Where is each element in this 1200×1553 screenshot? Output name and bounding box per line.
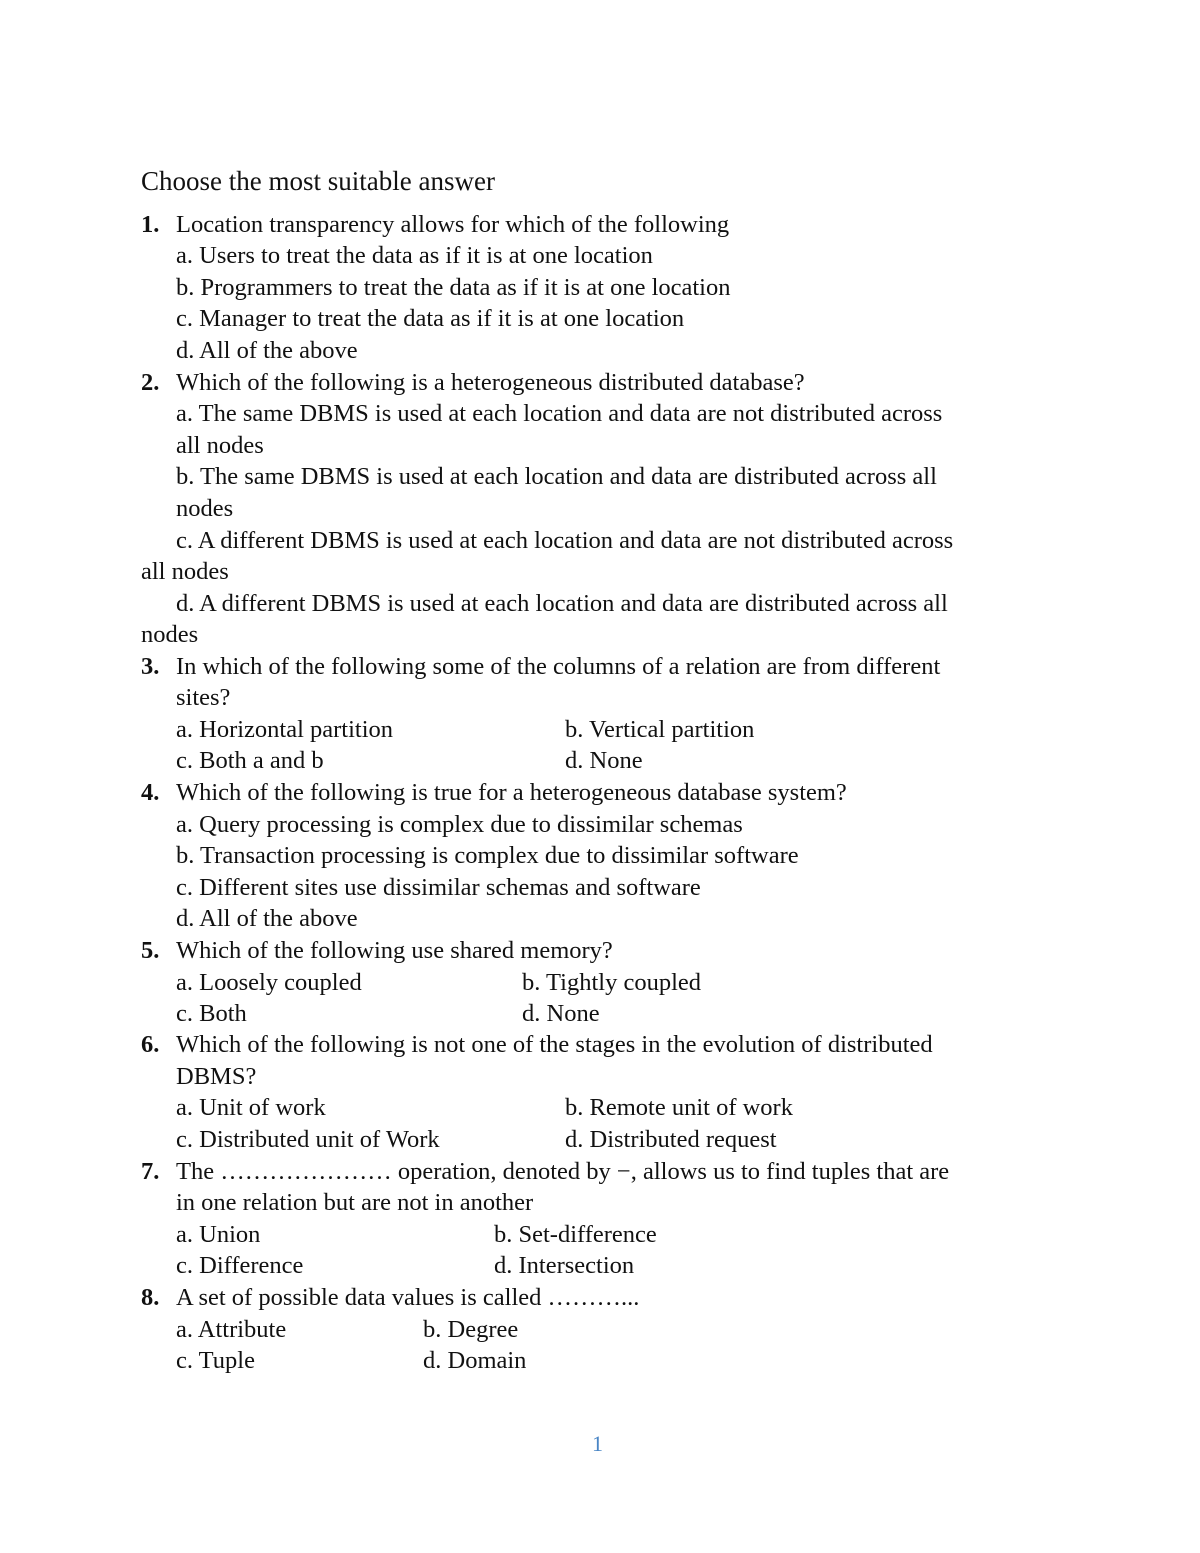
answer-option: c. A different DBMS is used at each location and data are not distributed across (176, 527, 954, 554)
answer-option: b. Transaction processing is complex due to dissimilar software (176, 842, 799, 869)
answer-option: d. All of the above (176, 337, 358, 364)
answer-option: b. Vertical partition (565, 716, 755, 743)
question-stem: The ………………… operation, denoted by −, allows us to find tuples that are (176, 1158, 950, 1185)
answer-option: a. Union (176, 1221, 261, 1248)
answer-option: a. Users to treat the data as if it is at one location (176, 242, 653, 269)
answer-option: c. Tuple (176, 1347, 255, 1374)
answer-option: a. Horizontal partition (176, 716, 394, 743)
answer-option: d. None (565, 747, 643, 774)
question-stem: Which of the following use shared memory? (176, 937, 613, 964)
answer-option: c. Different sites use dissimilar schemas and software (176, 874, 701, 901)
answer-option: a. The same DBMS is used at each location and data are not distributed across (176, 400, 943, 427)
question-stem: A set of possible data values is called ………... (176, 1284, 640, 1311)
question-stem: In which of the following some of the columns of a relation are from different (176, 653, 941, 680)
answer-option-continuation: nodes (141, 621, 199, 648)
answer-option: d. Intersection (494, 1252, 635, 1279)
answer-option: b. The same DBMS is used at each location and data are distributed across all (176, 463, 937, 490)
answer-option: c. Both (176, 1000, 247, 1027)
answer-option: d. Distributed request (565, 1126, 777, 1153)
answer-option: c. Distributed unit of Work (176, 1126, 440, 1153)
question-stem-continuation: sites? (176, 684, 231, 711)
question-number: 3. (141, 653, 160, 680)
answer-option: d. None (522, 1000, 600, 1027)
answer-option-continuation: all nodes (176, 432, 264, 459)
question-stem-continuation: in one relation but are not in another (176, 1189, 534, 1216)
page-number: 1 (592, 1431, 603, 1456)
answer-option: d. All of the above (176, 905, 358, 932)
question-number: 4. (141, 779, 160, 806)
answer-option: c. Difference (176, 1252, 304, 1279)
answer-option-continuation: nodes (176, 495, 234, 522)
answer-option: d. Domain (423, 1347, 527, 1374)
answer-option: c. Manager to treat the data as if it is at one location (176, 305, 685, 332)
answer-option: b. Set-difference (494, 1221, 657, 1248)
answer-option: b. Programmers to treat the data as if it is at one location (176, 274, 731, 301)
answer-option: a. Unit of work (176, 1094, 326, 1121)
question-stem-continuation: DBMS? (176, 1063, 257, 1090)
answer-option: a. Query processing is complex due to dissimilar schemas (176, 811, 743, 838)
answer-option: b. Remote unit of work (565, 1094, 793, 1121)
question-stem: Location transparency allows for which of the following (176, 211, 730, 238)
question-stem: Which of the following is true for a heterogeneous database system? (176, 779, 847, 806)
question-number: 8. (141, 1284, 160, 1311)
answer-option: c. Both a and b (176, 747, 324, 774)
question-number: 1. (141, 211, 160, 238)
answer-option: d. A different DBMS is used at each location and data are distributed across all (176, 590, 948, 617)
answer-option: a. Loosely coupled (176, 969, 362, 996)
question-stem: Which of the following is a heterogeneous distributed database? (176, 369, 805, 396)
question-stem: Which of the following is not one of the stages in the evolution of distributed (176, 1031, 933, 1058)
answer-option: a. Attribute (176, 1316, 287, 1343)
question-number: 5. (141, 937, 160, 964)
answer-option: b. Degree (423, 1316, 519, 1343)
page-heading: Choose the most suitable answer (141, 166, 495, 196)
question-number: 7. (141, 1158, 160, 1185)
answer-option: b. Tightly coupled (522, 969, 702, 996)
question-number: 2. (141, 369, 160, 396)
answer-option-continuation: all nodes (141, 558, 229, 585)
question-number: 6. (141, 1031, 160, 1058)
